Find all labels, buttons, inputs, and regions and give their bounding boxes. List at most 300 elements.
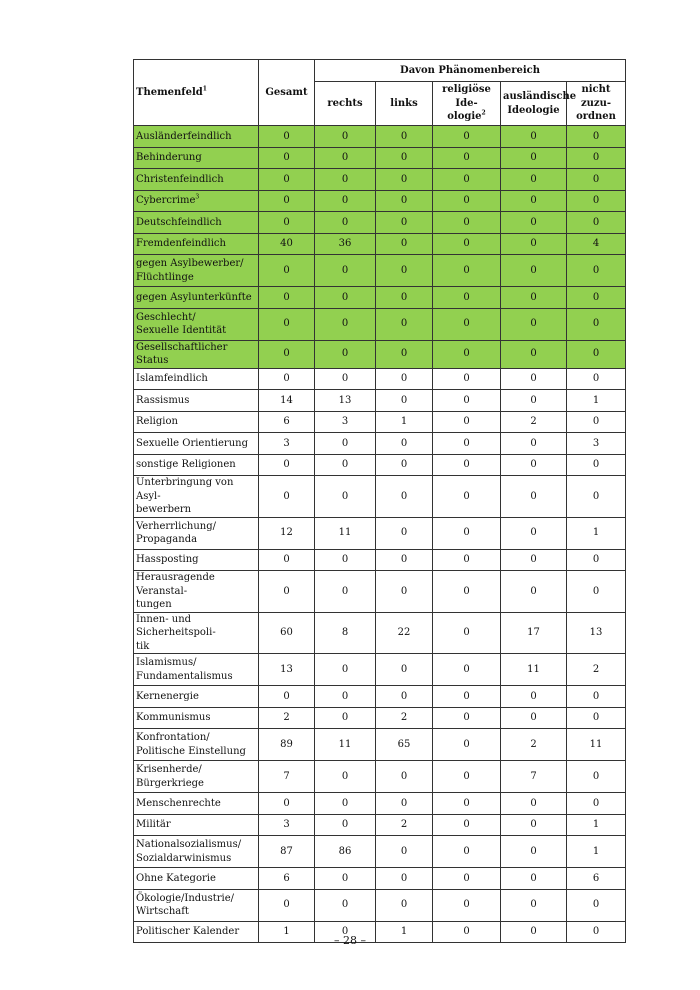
cell-gesamt: 40 xyxy=(259,233,315,255)
cell-gesamt: 0 xyxy=(259,571,315,613)
table-row xyxy=(134,549,626,571)
cell-auslaendische: 0 xyxy=(501,549,567,571)
cell-links: 0 xyxy=(376,571,433,613)
row-label-line-2: Sexuelle Identität xyxy=(136,325,227,336)
cell-nicht-zuzuordnen: 0 xyxy=(567,889,626,921)
row-label-line-1: Geschlecht/ xyxy=(136,311,196,323)
table-body xyxy=(134,126,626,943)
cell-religioese: 0 xyxy=(433,190,501,212)
row-label xyxy=(134,612,259,654)
cell-rechts: 0 xyxy=(315,433,376,455)
cell-links: 0 xyxy=(376,868,433,890)
footnote-marker: 3 xyxy=(195,193,200,201)
cell-links: 1 xyxy=(376,411,433,433)
cell-nicht-zuzuordnen: 2 xyxy=(567,654,626,686)
row-label-line-1: Hassposting xyxy=(136,554,199,565)
cell-religioese: 0 xyxy=(433,517,501,549)
cell-rechts: 3 xyxy=(315,411,376,433)
table-row xyxy=(134,707,626,729)
cell-gesamt: 0 xyxy=(259,308,315,340)
cell-gesamt: 87 xyxy=(259,836,315,868)
cell-auslaendische: 0 xyxy=(501,308,567,340)
table-row xyxy=(134,411,626,433)
row-label-line-1: Behinderung xyxy=(136,152,202,163)
row-label xyxy=(134,340,259,368)
cell-religioese: 0 xyxy=(433,793,501,815)
cell-nicht-zuzuordnen: 0 xyxy=(567,368,626,390)
cell-links: 65 xyxy=(376,729,433,761)
cell-links: 0 xyxy=(376,686,433,708)
cell-nicht-zuzuordnen: 0 xyxy=(567,454,626,476)
cell-gesamt: 0 xyxy=(259,147,315,169)
row-label-line-1: Kernenergie xyxy=(136,690,199,702)
cell-nicht-zuzuordnen: 0 xyxy=(567,212,626,234)
row-label xyxy=(134,868,259,890)
cell-auslaendische: 0 xyxy=(501,707,567,729)
cell-gesamt: 0 xyxy=(259,212,315,234)
auslaendische-line-2: Ideologie xyxy=(507,104,560,116)
cell-gesamt: 89 xyxy=(259,729,315,761)
cell-auslaendische: 0 xyxy=(501,517,567,549)
cell-gesamt: 0 xyxy=(259,889,315,921)
col-header-links: links xyxy=(376,82,433,126)
cell-auslaendische: 0 xyxy=(501,340,567,368)
cell-auslaendische: 0 xyxy=(501,169,567,191)
cell-religioese: 0 xyxy=(433,814,501,836)
cell-nicht-zuzuordnen: 0 xyxy=(567,308,626,340)
cell-gesamt: 0 xyxy=(259,686,315,708)
cell-nicht-zuzuordnen: 0 xyxy=(567,411,626,433)
cell-nicht-zuzuordnen: 6 xyxy=(567,868,626,890)
cell-links: 0 xyxy=(376,233,433,255)
cell-links: 0 xyxy=(376,190,433,212)
row-label-line-1: Innen- und Sicherheitspoli- xyxy=(136,613,216,638)
table-row xyxy=(134,836,626,868)
nicht-line-1: nicht zuzu- xyxy=(580,84,612,109)
cell-gesamt: 1 xyxy=(259,921,315,943)
cell-auslaendische: 0 xyxy=(501,836,567,868)
cell-religioese: 0 xyxy=(433,433,501,455)
cell-auslaendische: 0 xyxy=(501,686,567,708)
cell-gesamt: 13 xyxy=(259,654,315,686)
row-label xyxy=(134,517,259,549)
cell-nicht-zuzuordnen: 0 xyxy=(567,793,626,815)
row-label-line-1: Christenfeindlich xyxy=(136,173,224,185)
cell-nicht-zuzuordnen: 0 xyxy=(567,169,626,191)
row-label xyxy=(134,707,259,729)
auslaendische-line-1: ausländische xyxy=(503,91,577,102)
cell-gesamt: 3 xyxy=(259,814,315,836)
row-label-line-1: Ohne Kategorie xyxy=(136,872,216,884)
row-label-line-1: Religion xyxy=(136,416,178,427)
cell-rechts: 0 xyxy=(315,686,376,708)
row-label xyxy=(134,212,259,234)
cell-nicht-zuzuordnen: 0 xyxy=(567,761,626,793)
row-label xyxy=(134,836,259,868)
table-row xyxy=(134,612,626,654)
cell-religioese: 0 xyxy=(433,707,501,729)
table-row xyxy=(134,233,626,255)
cell-gesamt: 60 xyxy=(259,612,315,654)
cell-nicht-zuzuordnen: 4 xyxy=(567,233,626,255)
cell-rechts: 0 xyxy=(315,340,376,368)
cell-religioese: 0 xyxy=(433,612,501,654)
row-label-line-1: Ökologie/Industrie/ xyxy=(136,892,235,904)
cell-gesamt: 6 xyxy=(259,411,315,433)
cell-links: 0 xyxy=(376,889,433,921)
cell-auslaendische: 0 xyxy=(501,233,567,255)
cell-gesamt: 0 xyxy=(259,454,315,476)
row-label xyxy=(134,476,259,518)
cell-nicht-zuzuordnen: 0 xyxy=(567,147,626,169)
cell-nicht-zuzuordnen: 0 xyxy=(567,340,626,368)
cell-religioese: 0 xyxy=(433,686,501,708)
cell-gesamt: 0 xyxy=(259,340,315,368)
cell-links: 1 xyxy=(376,921,433,943)
cell-rechts: 11 xyxy=(315,517,376,549)
row-label xyxy=(134,761,259,793)
cell-auslaendische: 0 xyxy=(501,889,567,921)
cell-links: 0 xyxy=(376,390,433,412)
cell-links: 0 xyxy=(376,761,433,793)
cell-nicht-zuzuordnen: 0 xyxy=(567,126,626,148)
row-label xyxy=(134,654,259,686)
cell-links: 22 xyxy=(376,612,433,654)
row-label-line-2: Sozialdarwinismus xyxy=(136,852,232,864)
table-row xyxy=(134,255,626,287)
table-row xyxy=(134,190,626,212)
cell-auslaendische: 2 xyxy=(501,729,567,761)
cell-nicht-zuzuordnen: 0 xyxy=(567,686,626,708)
cell-auslaendische: 0 xyxy=(501,126,567,148)
cell-auslaendische: 0 xyxy=(501,390,567,412)
cell-gesamt: 0 xyxy=(259,549,315,571)
row-label-line-2: Fundamentalismus xyxy=(136,670,233,682)
footnote-2-marker: 2 xyxy=(481,109,486,117)
cell-religioese: 0 xyxy=(433,411,501,433)
cell-links: 2 xyxy=(376,707,433,729)
row-label-line-2: Wirtschaft xyxy=(136,906,189,917)
col-header-nicht-zuzuordnen xyxy=(567,82,626,126)
cell-links: 0 xyxy=(376,368,433,390)
cell-auslaendische: 0 xyxy=(501,476,567,518)
row-label xyxy=(134,411,259,433)
cell-nicht-zuzuordnen: 1 xyxy=(567,814,626,836)
row-label xyxy=(134,729,259,761)
row-label xyxy=(134,571,259,613)
row-label-line-1: Ausländerfeindlich xyxy=(136,130,232,142)
table-row xyxy=(134,169,626,191)
row-label-line-2: Propaganda xyxy=(136,534,198,545)
cell-links: 0 xyxy=(376,549,433,571)
cell-links: 0 xyxy=(376,169,433,191)
cell-auslaendische: 2 xyxy=(501,411,567,433)
cell-religioese: 0 xyxy=(433,169,501,191)
cell-religioese: 0 xyxy=(433,454,501,476)
row-label-line-1: Islamfeindlich xyxy=(136,373,208,384)
cell-rechts: 0 xyxy=(315,190,376,212)
cell-rechts: 0 xyxy=(315,793,376,815)
cell-rechts: 0 xyxy=(315,814,376,836)
cell-rechts: 0 xyxy=(315,571,376,613)
cell-auslaendische: 0 xyxy=(501,212,567,234)
cell-rechts: 0 xyxy=(315,368,376,390)
cell-auslaendische: 0 xyxy=(501,433,567,455)
col-header-gesamt: Gesamt xyxy=(259,60,315,126)
table-row xyxy=(134,147,626,169)
cell-religioese: 0 xyxy=(433,476,501,518)
cell-nicht-zuzuordnen: 1 xyxy=(567,517,626,549)
table-row xyxy=(134,308,626,340)
cell-gesamt: 7 xyxy=(259,761,315,793)
table-row xyxy=(134,454,626,476)
cell-rechts: 0 xyxy=(315,126,376,148)
nicht-line-2: ordnen xyxy=(576,111,616,123)
row-label-line-1: Deutschfeindlich xyxy=(136,216,222,228)
cell-rechts: 36 xyxy=(315,233,376,255)
row-label-line-2: Flüchtlinge xyxy=(136,271,194,283)
cell-auslaendische: 0 xyxy=(501,921,567,943)
cell-religioese: 0 xyxy=(433,571,501,613)
table-row xyxy=(134,126,626,148)
cell-religioese: 0 xyxy=(433,308,501,340)
cell-nicht-zuzuordnen: 1 xyxy=(567,836,626,868)
cell-links: 0 xyxy=(376,212,433,234)
cell-gesamt: 2 xyxy=(259,707,315,729)
cell-gesamt: 0 xyxy=(259,126,315,148)
religioese-line-1: religiöse Ide- xyxy=(442,84,491,109)
row-label xyxy=(134,433,259,455)
cell-rechts: 0 xyxy=(315,707,376,729)
religioese-line-2: ologie xyxy=(447,111,482,123)
row-label-line-1: Fremdenfeindlich xyxy=(136,238,226,249)
row-label xyxy=(134,814,259,836)
cell-nicht-zuzuordnen: 0 xyxy=(567,571,626,613)
row-label-line-1: Militär xyxy=(136,819,171,830)
col-header-rechts: rechts xyxy=(315,82,376,126)
col-header-themenfeld xyxy=(134,60,259,126)
cell-rechts: 0 xyxy=(315,654,376,686)
row-label-line-1: Cybercrime xyxy=(136,195,196,206)
row-label xyxy=(134,549,259,571)
cell-nicht-zuzuordnen: 3 xyxy=(567,433,626,455)
cell-auslaendische: 0 xyxy=(501,793,567,815)
footnote-1-marker: 1 xyxy=(202,85,207,93)
cell-links: 0 xyxy=(376,308,433,340)
col-header-religioese-ideologie xyxy=(433,82,501,126)
cell-links: 0 xyxy=(376,836,433,868)
row-label-line-1: Nationalsozialismus/ xyxy=(136,839,242,850)
cell-gesamt: 6 xyxy=(259,868,315,890)
cell-gesamt: 0 xyxy=(259,287,315,309)
row-label xyxy=(134,190,259,212)
row-label xyxy=(134,793,259,815)
cell-auslaendische: 0 xyxy=(501,190,567,212)
cell-auslaendische: 0 xyxy=(501,868,567,890)
cell-auslaendische: 0 xyxy=(501,368,567,390)
table-row xyxy=(134,889,626,921)
cell-religioese: 0 xyxy=(433,729,501,761)
cell-religioese: 0 xyxy=(433,340,501,368)
table-row xyxy=(134,368,626,390)
table-row xyxy=(134,476,626,518)
cell-nicht-zuzuordnen: 0 xyxy=(567,476,626,518)
cell-rechts: 0 xyxy=(315,549,376,571)
cell-gesamt: 0 xyxy=(259,793,315,815)
cell-rechts: 0 xyxy=(315,868,376,890)
table-row xyxy=(134,868,626,890)
cell-gesamt: 0 xyxy=(259,476,315,518)
cell-links: 0 xyxy=(376,476,433,518)
row-label xyxy=(134,889,259,921)
page-number: – 28 – xyxy=(334,934,366,947)
statistics-table xyxy=(133,59,626,943)
cell-nicht-zuzuordnen: 0 xyxy=(567,707,626,729)
cell-nicht-zuzuordnen: 0 xyxy=(567,255,626,287)
cell-rechts: 0 xyxy=(315,761,376,793)
table-row xyxy=(134,571,626,613)
cell-auslaendische: 7 xyxy=(501,761,567,793)
table-row xyxy=(134,729,626,761)
row-label-line-1: Verherrlichung/ xyxy=(136,520,217,532)
row-label-line-2: Politische Einstellung xyxy=(136,745,246,757)
row-label xyxy=(134,390,259,412)
row-label-line-1: Unterbringung von Asyl- xyxy=(136,477,234,502)
table-row xyxy=(134,212,626,234)
row-label-line-1: gegen Asylbewerber/ xyxy=(136,258,244,269)
cell-nicht-zuzuordnen: 0 xyxy=(567,921,626,943)
cell-links: 2 xyxy=(376,814,433,836)
cell-nicht-zuzuordnen: 1 xyxy=(567,390,626,412)
row-label-line-1: Konfrontation/ xyxy=(136,732,210,743)
cell-rechts: 0 xyxy=(315,255,376,287)
cell-religioese: 0 xyxy=(433,147,501,169)
cell-rechts: 86 xyxy=(315,836,376,868)
cell-rechts: 0 xyxy=(315,308,376,340)
cell-auslaendische: 0 xyxy=(501,287,567,309)
row-label xyxy=(134,255,259,287)
table-row xyxy=(134,390,626,412)
row-label xyxy=(134,287,259,309)
cell-nicht-zuzuordnen: 11 xyxy=(567,729,626,761)
cell-rechts: 0 xyxy=(315,147,376,169)
cell-nicht-zuzuordnen: 0 xyxy=(567,190,626,212)
row-label xyxy=(134,126,259,148)
cell-rechts: 0 xyxy=(315,889,376,921)
cell-links: 0 xyxy=(376,793,433,815)
cell-gesamt: 0 xyxy=(259,255,315,287)
cell-religioese: 0 xyxy=(433,889,501,921)
table-row xyxy=(134,761,626,793)
cell-auslaendische: 0 xyxy=(501,571,567,613)
cell-rechts: 11 xyxy=(315,729,376,761)
cell-rechts: 13 xyxy=(315,390,376,412)
row-label xyxy=(134,169,259,191)
cell-links: 0 xyxy=(376,654,433,686)
cell-rechts: 0 xyxy=(315,169,376,191)
cell-auslaendische: 0 xyxy=(501,814,567,836)
row-label-line-2: tungen xyxy=(136,599,172,610)
row-label xyxy=(134,454,259,476)
cell-auslaendische: 0 xyxy=(501,147,567,169)
cell-links: 0 xyxy=(376,126,433,148)
cell-gesamt: 0 xyxy=(259,190,315,212)
cell-religioese: 0 xyxy=(433,255,501,287)
cell-nicht-zuzuordnen: 0 xyxy=(567,287,626,309)
row-label-line-2: bewerbern xyxy=(136,504,192,515)
cell-rechts: 0 xyxy=(315,476,376,518)
cell-auslaendische: 0 xyxy=(501,255,567,287)
cell-gesamt: 0 xyxy=(259,169,315,191)
row-label xyxy=(134,368,259,390)
cell-links: 0 xyxy=(376,287,433,309)
cell-religioese: 0 xyxy=(433,368,501,390)
col-header-group-phaenomenbereich: Davon Phänomenbereich xyxy=(315,60,626,82)
cell-religioese: 0 xyxy=(433,233,501,255)
table-row xyxy=(134,340,626,368)
cell-gesamt: 12 xyxy=(259,517,315,549)
cell-religioese: 0 xyxy=(433,212,501,234)
row-label-line-1: Krisenherde/ xyxy=(136,764,202,775)
cell-religioese: 0 xyxy=(433,868,501,890)
table-row xyxy=(134,517,626,549)
cell-gesamt: 14 xyxy=(259,390,315,412)
row-label-line-1: Herausragende Veranstal- xyxy=(136,572,215,597)
cell-rechts: 0 xyxy=(315,454,376,476)
row-label-line-1: Politischer Kalender xyxy=(136,926,240,937)
cell-links: 0 xyxy=(376,517,433,549)
row-label-line-1: Islamismus/ xyxy=(136,657,197,668)
cell-religioese: 0 xyxy=(433,761,501,793)
row-label xyxy=(134,308,259,340)
cell-links: 0 xyxy=(376,255,433,287)
table-row xyxy=(134,654,626,686)
cell-religioese: 0 xyxy=(433,654,501,686)
table-row xyxy=(134,793,626,815)
row-label-line-1: sonstige Religionen xyxy=(136,459,236,470)
cell-religioese: 0 xyxy=(433,921,501,943)
cell-rechts: 8 xyxy=(315,612,376,654)
row-label-line-2: Bürgerkriege xyxy=(136,777,204,789)
cell-links: 0 xyxy=(376,147,433,169)
cell-religioese: 0 xyxy=(433,836,501,868)
cell-nicht-zuzuordnen: 0 xyxy=(567,549,626,571)
cell-nicht-zuzuordnen: 13 xyxy=(567,612,626,654)
cell-links: 0 xyxy=(376,454,433,476)
row-label-line-1: Rassismus xyxy=(136,394,190,406)
cell-links: 0 xyxy=(376,340,433,368)
table-row xyxy=(134,433,626,455)
table-row xyxy=(134,814,626,836)
cell-religioese: 0 xyxy=(433,390,501,412)
cell-auslaendische: 17 xyxy=(501,612,567,654)
cell-religioese: 0 xyxy=(433,549,501,571)
row-label-line-1: Gesellschaftlicher Status xyxy=(136,341,228,366)
row-label-line-1: Menschenrechte xyxy=(136,797,221,809)
cell-rechts: 0 xyxy=(315,921,376,943)
themenfeld-label: Themenfeld xyxy=(136,86,203,98)
row-label-line-1: Kommunismus xyxy=(136,712,211,723)
row-label xyxy=(134,233,259,255)
table-row xyxy=(134,287,626,309)
row-label-line-1: Sexuelle Orientierung xyxy=(136,437,248,449)
row-label xyxy=(134,686,259,708)
row-label-line-2: tik xyxy=(136,640,150,652)
row-label-line-1: gegen Asylunterkünfte xyxy=(136,291,252,303)
cell-gesamt: 3 xyxy=(259,433,315,455)
cell-links: 0 xyxy=(376,433,433,455)
cell-auslaendische: 0 xyxy=(501,454,567,476)
